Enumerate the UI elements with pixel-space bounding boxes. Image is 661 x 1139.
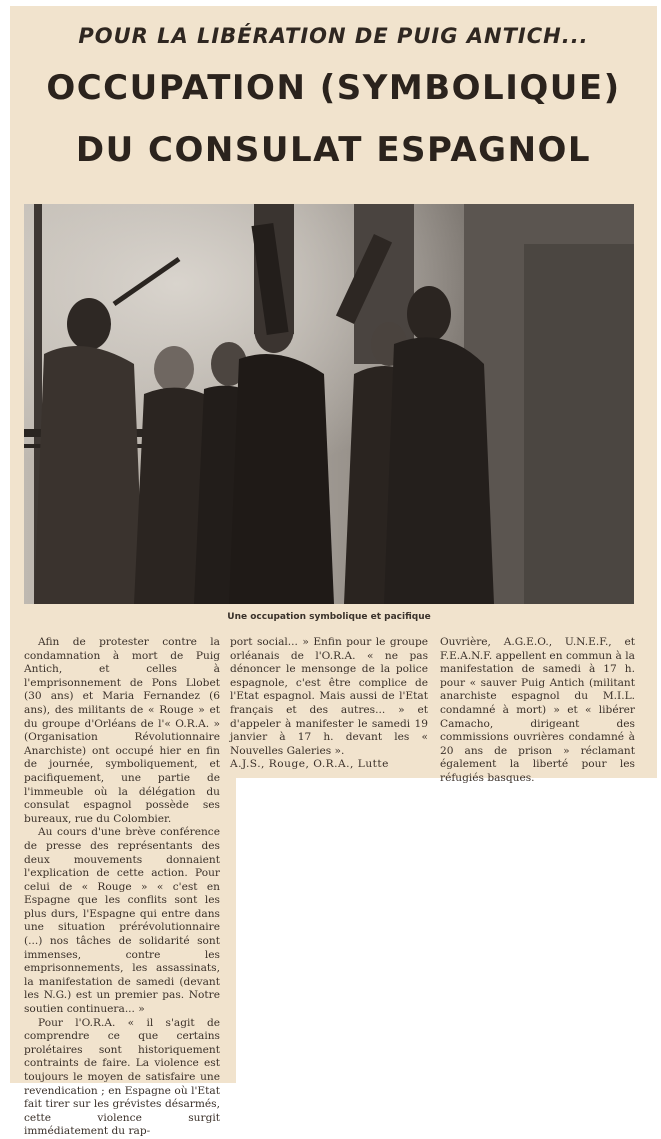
headline-line-1: OCCUPATION (SYMBOLIQUE) <box>46 68 621 108</box>
headline-line-2: DU CONSULAT ESPAGNOL <box>75 130 592 170</box>
signatories-line: A.J.S., Rouge, O.R.A., Lutte <box>230 758 389 771</box>
article-column-3 <box>440 636 635 786</box>
photo-caption: Une occupation symbolique et pacifique <box>227 612 431 622</box>
paragraph: Pour l'O.R.A. « il s'agit de comprendre ce que certains prolétaires sont historiquement contraints de faire. La violence est toujours le moyen de satisfaire une revendication ; en Espagne où l'Etat fait tirer sur les grévistes désarmés, cette violence surgit immédiatement du rap- <box>24 1016 220 1138</box>
photo-illustration <box>24 204 634 604</box>
paragraph: Au cours d'une brève conférence de presse des représentants des deux mouvements donnaient l'explication de cette action. Pour celui de « Rouge » « c'est en Espagne que les conflits sont les plus durs, l'Espagne qui entre dans une situation prérévolutionnaire (...) nos tâches de solidarité sont immenses, contre les emprisonnements, les assassinats, la manifestation de samedi (devant les N.G.) est un premier pas. Notre soutien continuera... » <box>24 826 220 1016</box>
article-photo <box>24 204 634 604</box>
article-column-2 <box>230 636 428 772</box>
article-kicker: POUR LA LIBÉRATION DE PUIG ANTICH... <box>78 24 589 48</box>
article-column-1 <box>24 636 220 1139</box>
paragraph: Afin de protester contre la condamnation à mort de Puig Antich, et celles à l'emprisonnement de Pons Llobet (30 ans) et Maria Fernandez (6 ans), des militants de « Rouge » et du groupe d'Orléans de l'« O.R.A. » (Organisation Révolutionnaire Anarchiste) ont occupé hier en fin de journée, symboliquement, et pacifiquement, une partie de l'immeuble où la délégation du consulat espagnol possède ses bureaux, rue du Colombier. <box>24 636 220 825</box>
paragraph: Ouvrière, A.G.E.O., U.N.E.F., et F.E.A.N.F. appellent en commun à la manifestation de samedi à 17 h. pour « sauver Puig Antich (militant anarchiste espagnol du M.I.L. condamné à mort) » et « libérer Camacho, dirigeant des commissions ouvrières condamné à 20 ans de prison » réclamant également la liberté pour les réfugiés basques. <box>440 636 635 784</box>
paragraph: port social... » Enfin pour le groupe orléanais de l'O.R.A. « ne pas dénoncer le mensonge de la police espagnole, c'est être complice de l'Etat espagnol. Mais aussi de l'Etat français et des autres... » et d'appeler à manifester le samedi 19 janvier à 17 h. devant les « Nouvelles Galeries ». <box>230 636 428 757</box>
